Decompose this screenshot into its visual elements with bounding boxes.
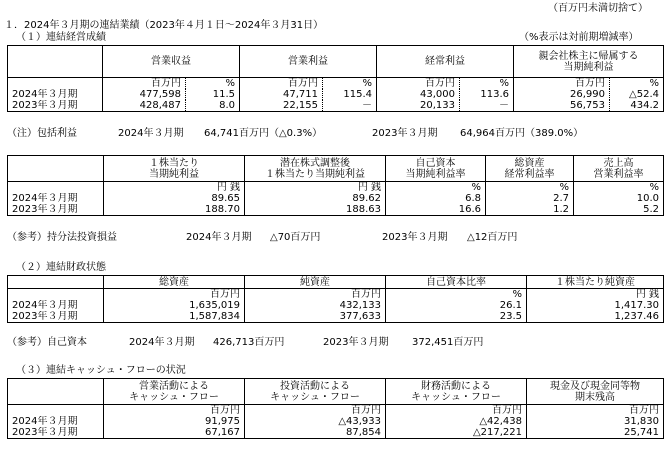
header-net-income-line2: 当期純利益 <box>563 61 614 73</box>
section1-title: １．2024年３月期の連結業績（2023年４月１日～2024年３月31日） <box>4 20 324 31</box>
unit: 円 銭 <box>104 182 245 194</box>
equity-method-cur-value: △70百万円 <box>270 232 321 243</box>
cash-flow-title: （３）連結キャッシュ・フローの状況 <box>16 365 186 376</box>
header-cash-end <box>527 379 664 405</box>
unit: % <box>574 182 664 194</box>
header-cash-end-line2: 期末残高 <box>575 391 615 403</box>
table-cell: 16.6 <box>386 204 486 216</box>
unit: % <box>486 182 574 194</box>
table-cell: 26.1 <box>386 300 527 311</box>
unit: 百万円 <box>527 405 664 417</box>
header-cash-end-line1: 現金及び現金同等物 <box>550 380 640 392</box>
financial-position-title: （２）連結財政状態 <box>16 262 106 273</box>
unit-note: （百万円未満切捨て） <box>548 3 648 14</box>
unit: 百万円 <box>104 405 245 417</box>
unit: 百万円 <box>104 289 245 301</box>
header-equity-ratio: 自己資本比率 <box>386 276 527 289</box>
unit: 円 銭 <box>527 289 664 301</box>
table-cell: 115.4 <box>323 89 377 100</box>
equity-method-prev-label: 2023年３月期 <box>382 232 448 243</box>
header-roa <box>486 156 574 182</box>
table-cell: 89.62 <box>245 193 386 204</box>
table-cell: △42,438 <box>386 416 527 427</box>
row-label: 2023年３月期 <box>8 204 104 216</box>
table-cell: 56,753 <box>514 100 610 112</box>
table-cell: 10.0 <box>574 193 664 204</box>
table-cell: － <box>323 100 377 112</box>
row-label: 2024年３月期 <box>8 416 104 427</box>
header-net-assets: 純資産 <box>245 276 386 289</box>
table-cell: 47,711 <box>283 89 318 100</box>
table-cell: 11.5 <box>186 89 240 100</box>
table-cell: 89.65 <box>104 193 245 204</box>
table-cell: 188.70 <box>104 204 245 216</box>
equity-label: （参考）自己資本 <box>7 337 87 348</box>
unit: % <box>386 289 527 301</box>
table-cell: 188.63 <box>245 204 386 216</box>
header-operating-cf-line1: 営業活動による <box>139 380 209 392</box>
table-cell: △43,933 <box>245 416 386 427</box>
unit: 百万円 <box>245 289 386 301</box>
operating-results-title: （１）連結経営成績 <box>16 32 106 43</box>
table-cell: 113.6 <box>460 89 514 100</box>
table-cell: 91,975 <box>104 416 245 427</box>
equity-prev-label: 2023年３月期 <box>323 337 389 348</box>
table-cell: 1,237.46 <box>527 311 664 323</box>
table-cell: 1,587,834 <box>104 311 245 323</box>
header-diluted-eps <box>245 156 386 182</box>
table-cell: 20,133 <box>377 100 460 112</box>
header-operating-margin-line1: 売上高 <box>603 157 634 169</box>
row-label: 2024年３月期 <box>8 89 103 100</box>
table-cell: 26,990 <box>570 89 605 100</box>
table-cell: 6.8 <box>386 193 486 204</box>
header-net-income-line1: 親会社株主に帰属する <box>538 50 639 62</box>
unit: 百万円 <box>245 405 386 417</box>
header-roe <box>386 156 486 182</box>
equity-method-cur-label: 2024年３月期 <box>186 232 252 243</box>
row-label: 2023年３月期 <box>8 427 104 439</box>
unit: % <box>610 78 664 90</box>
table-cell: 31,830 <box>527 416 664 427</box>
header-financing-cf-line1: 財務活動による <box>421 380 491 392</box>
header-roe-line2: 当期純利益率 <box>405 168 466 180</box>
table-cell: 43,000 <box>420 89 455 100</box>
table-cell: 67,167 <box>104 427 245 439</box>
header-eps-line2: 当期純利益 <box>149 168 199 180</box>
unit: 百万円 <box>575 78 605 89</box>
table-cell: 1,635,019 <box>104 300 245 311</box>
header-roa-line1: 総資産 <box>514 157 545 169</box>
header-financing-cf <box>386 379 527 405</box>
header-diluted-eps-line2: １株当たり当期純利益 <box>265 168 365 180</box>
header-investing-cf <box>245 379 386 405</box>
unit: % <box>323 78 377 90</box>
header-diluted-eps-line1: 潜在株式調整後 <box>280 157 350 169</box>
header-eps <box>104 156 245 182</box>
header-bps: １株当たり純資産 <box>527 276 664 289</box>
table-cell: △217,221 <box>386 427 527 439</box>
unit: % <box>460 78 514 90</box>
header-operating-margin-line2: 営業利益率 <box>593 168 644 180</box>
table-cell: 22,155 <box>240 100 323 112</box>
header-operating-revenue: 営業収益 <box>103 46 240 78</box>
header-blank <box>8 46 103 78</box>
table-cell: 87,854 <box>245 427 386 439</box>
equity-prev-value: 372,451百万円 <box>412 337 484 348</box>
unit: 百万円 <box>151 78 181 89</box>
header-operating-cf <box>104 379 245 405</box>
comprehensive-prev-label: 2023年３月期 <box>372 128 438 139</box>
unit: 円 銭 <box>245 182 386 194</box>
table-cell: 434.2 <box>610 100 664 112</box>
equity-method-label: （参考）持分法投資損益 <box>7 232 117 243</box>
row-label: 2023年３月期 <box>8 311 104 323</box>
table-cell: 377,633 <box>245 311 386 323</box>
comprehensive-cur-value: 64,741百万円（△0.3%） <box>204 128 323 139</box>
header-operating-income: 営業利益 <box>240 46 377 78</box>
per-share-ratios-table <box>7 155 664 216</box>
row-label: 2023年３月期 <box>8 100 103 112</box>
table-cell: － <box>460 100 514 112</box>
unit: 百万円 <box>288 78 318 89</box>
header-operating-margin <box>574 156 664 182</box>
table-cell: 25,741 <box>527 427 664 439</box>
header-investing-cf-line2: キャッシュ・フロー <box>270 391 360 403</box>
header-operating-cf-line2: キャッシュ・フロー <box>129 391 219 403</box>
table-cell: △52.4 <box>610 89 664 100</box>
cash-flow-table <box>7 378 664 439</box>
header-total-assets: 総資産 <box>104 276 245 289</box>
table-cell: 477,598 <box>139 89 181 100</box>
header-financing-cf-line2: キャッシュ・フロー <box>411 391 501 403</box>
header-ordinary-income: 経常利益 <box>377 46 514 78</box>
unit: % <box>186 78 240 90</box>
table-cell: 2.7 <box>486 193 574 204</box>
table-cell: 1,417.30 <box>527 300 664 311</box>
header-roa-line2: 経常利益率 <box>504 168 555 180</box>
unit: 百万円 <box>386 405 527 417</box>
header-eps-line1: １株当たり <box>149 157 199 169</box>
equity-cur-label: 2024年３月期 <box>129 337 195 348</box>
table-cell: 428,487 <box>103 100 186 112</box>
equity-cur-value: 426,713百万円 <box>213 337 285 348</box>
percent-change-note: （%表示は対前期増減率） <box>519 32 639 43</box>
table-cell: 23.5 <box>386 311 527 323</box>
table-cell: 1.2 <box>486 204 574 216</box>
header-roe-line1: 自己資本 <box>415 157 456 169</box>
row-label: 2024年３月期 <box>8 193 104 204</box>
operating-results-table <box>7 45 664 112</box>
header-investing-cf-line1: 投資活動による <box>280 380 350 392</box>
table-cell: 432,133 <box>245 300 386 311</box>
financial-position-table <box>7 275 664 323</box>
comprehensive-income-label: （注）包括利益 <box>7 128 77 139</box>
header-net-income <box>514 46 664 78</box>
unit: 百万円 <box>425 78 455 89</box>
comprehensive-prev-value: 64,964百万円（389.0%） <box>460 128 584 139</box>
unit: % <box>386 182 486 194</box>
table-cell: 8.0 <box>186 100 240 112</box>
equity-method-prev-value: △12百万円 <box>467 232 518 243</box>
row-label: 2024年３月期 <box>8 300 104 311</box>
table-cell: 5.2 <box>574 204 664 216</box>
comprehensive-cur-label: 2024年３月期 <box>118 128 184 139</box>
